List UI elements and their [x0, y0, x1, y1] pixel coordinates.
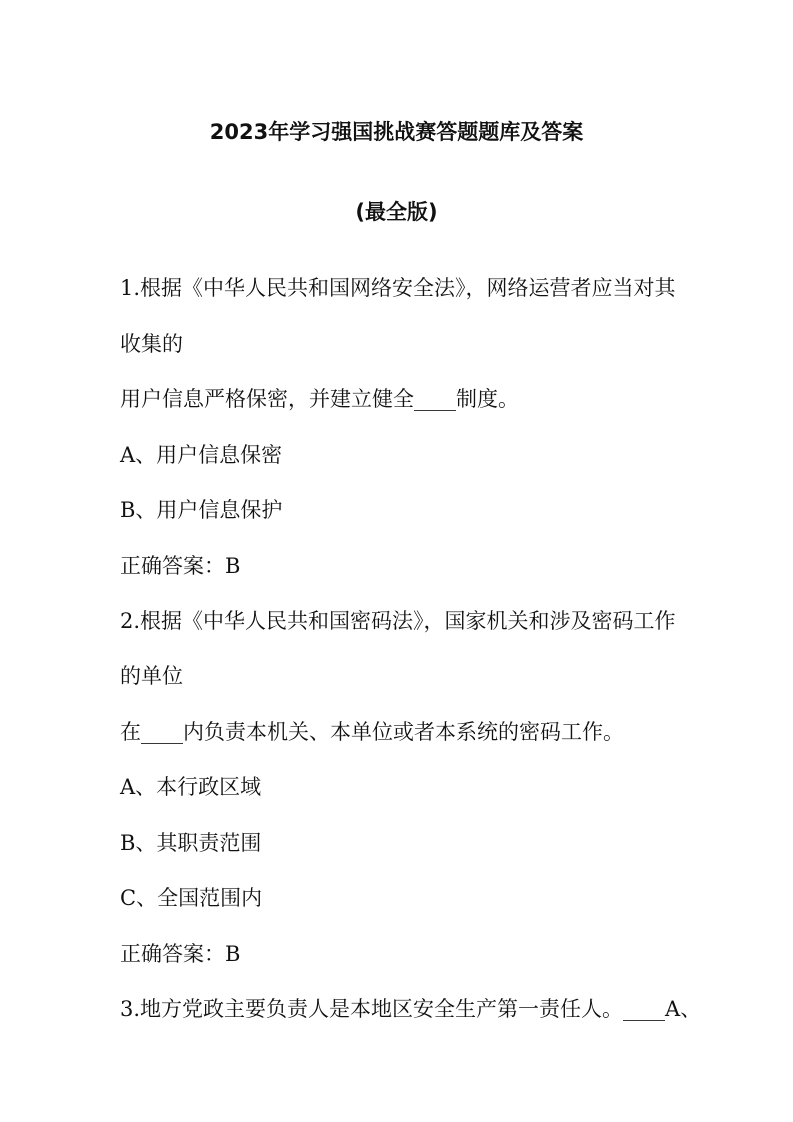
question-2-option-b: B、其职责范围 — [120, 831, 262, 855]
question-2-answer: 正确答案：B — [120, 942, 241, 966]
page-title: 2023年学习强国挑战赛答题题库及答案 — [209, 120, 584, 144]
question-1-answer: 正确答案：B — [120, 554, 241, 578]
question-2-option-c: C、全国范围内 — [120, 886, 263, 910]
question-1-text: 1.根据《中华人民共和国网络安全法》，网络运营者应当对其 — [120, 276, 676, 300]
question-3-text: 3.地方党政主要负责人是本地区安全生产第一责任人。____A、 — [120, 997, 702, 1021]
page-subtitle: (最全版) — [355, 200, 438, 224]
question-1-option-a: A、用户信息保密 — [120, 443, 283, 467]
question-1-text-cont: 收集的 — [120, 332, 183, 356]
question-1-option-b: B、用户信息保护 — [120, 498, 283, 522]
question-2-text-cont: 的单位 — [120, 664, 183, 688]
question-1-text-cont: 用户信息严格保密，并建立健全____制度。 — [120, 387, 519, 411]
question-2-text-cont: 在____内负责本机关、本单位或者本系统的密码工作。 — [120, 720, 624, 744]
question-2-option-a: A、本行政区域 — [120, 775, 262, 799]
question-2-text: 2.根据《中华人民共和国密码法》，国家机关和涉及密码工作 — [120, 609, 676, 633]
